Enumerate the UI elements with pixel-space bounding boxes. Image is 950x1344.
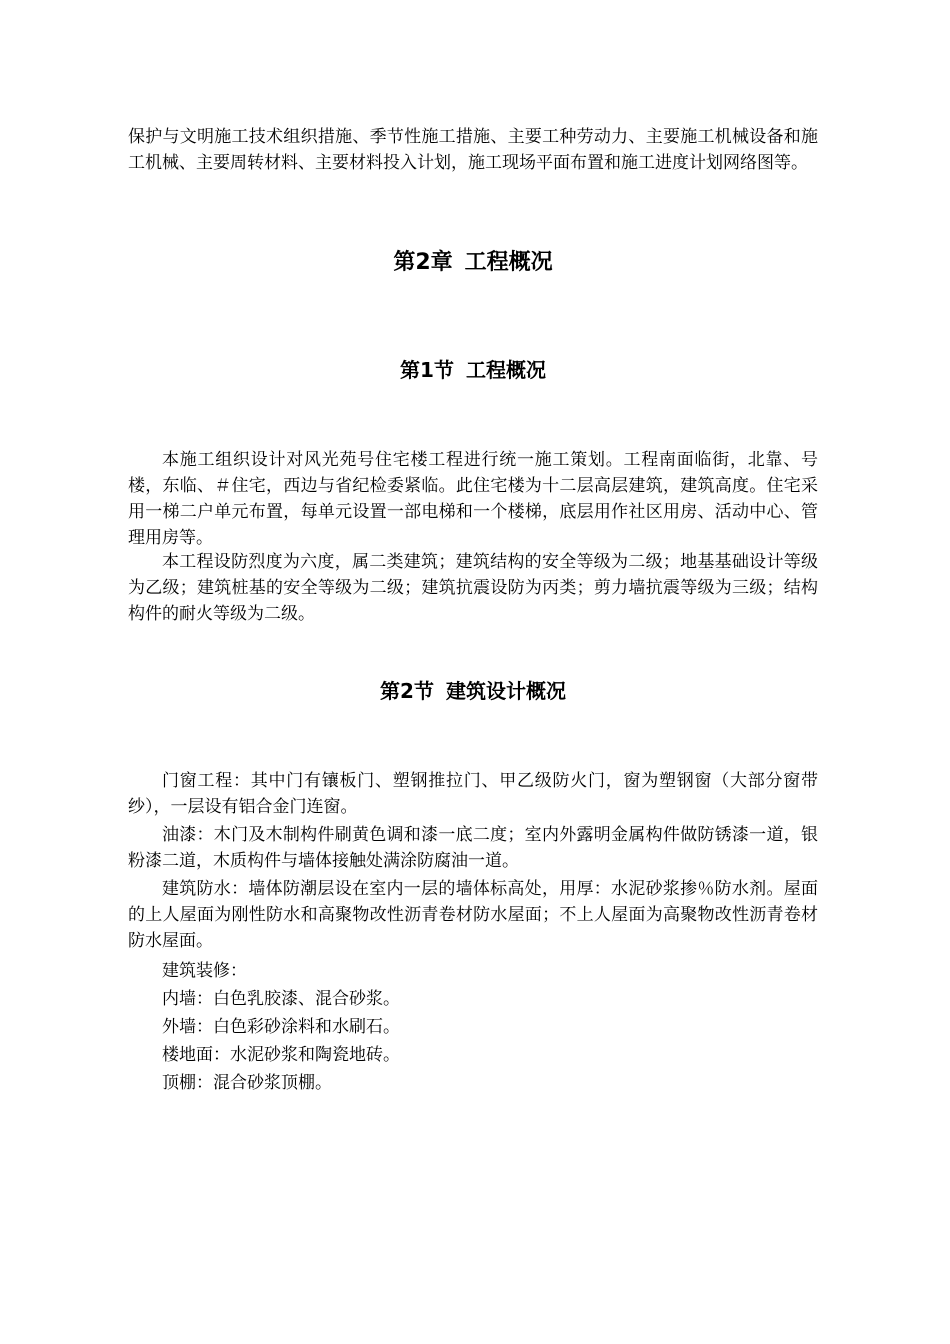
design-waterproof-paragraph: 建筑防水：墙体防潮层设在室内一层的墙体标高处，用厚：水泥砂浆掺％防水剂。屋面的上人屋面为刚性防水和高聚物改性沥青卷材防水屋面；不上人屋面为高聚物改性沥青卷材防水屋面。 [128,879,818,951]
overview-paragraph-2: 本工程设防烈度为六度，属二类建筑；建筑结构的安全等级为二级；地基基础设计等级为乙级；建筑桩基的安全等级为二级；建筑抗震设防为丙类；剪力墙抗震等级为三级；结构构件的耐火等级为二级。 [128,552,818,624]
section-1-number: 第1节 [400,358,454,382]
section-1-title: 工程概况 [465,358,546,382]
section-2-number: 第2节 [380,679,434,703]
chapter-title: 工程概况 [464,250,553,275]
intro-paragraph: 保护与文明施工技术组织措施、季节性施工措施、主要工种劳动力、主要施工机械设备和施工机械、主要周转材料、主要材料投入计划，施工现场平面布置和施工进度计划网络图等。 [128,127,818,173]
overview-paragraph-1: 本施工组织设计对风光苑号住宅楼工程进行统一施工策划。工程南面临街，北靠、号楼，东临、＃住宅，西边与省纪检委紧临。此住宅楼为十二层高层建筑，建筑高度。住宅采用一梯二户单元布置，每单元设置一部电梯和一个楼梯，底层用作社区用房、活动中心、管理用房等。 [128,450,818,548]
design-decoration-line: 建筑装修： [162,961,247,981]
chapter-number: 第2章 [393,250,453,275]
section-2-heading [128,677,818,705]
section-2-title: 建筑设计概况 [445,679,566,703]
section-1-heading [128,356,818,384]
inner-wall-line: 内墙：白色乳胶漆、混合砂浆。 [162,989,400,1009]
outer-wall-line: 外墙：白色彩砂涂料和水刷石。 [162,1017,400,1037]
chapter-heading [128,248,818,278]
design-doors-paragraph: 门窗工程：其中门有镶板门、塑钢推拉门、甲乙级防火门，窗为塑钢窗（大部分窗带纱），一层设有铝合金门连窗。 [128,771,818,817]
ceiling-line: 顶棚：混合砂浆顶棚。 [162,1073,332,1093]
floor-line: 楼地面：水泥砂浆和陶瓷地砖。 [162,1045,400,1065]
design-paint-paragraph: 油漆：木门及木制构件刷黄色调和漆一底二度；室内外露明金属构件做防锈漆一道，银粉漆二道，木质构件与墙体接触处满涂防腐油一道。 [128,825,818,871]
